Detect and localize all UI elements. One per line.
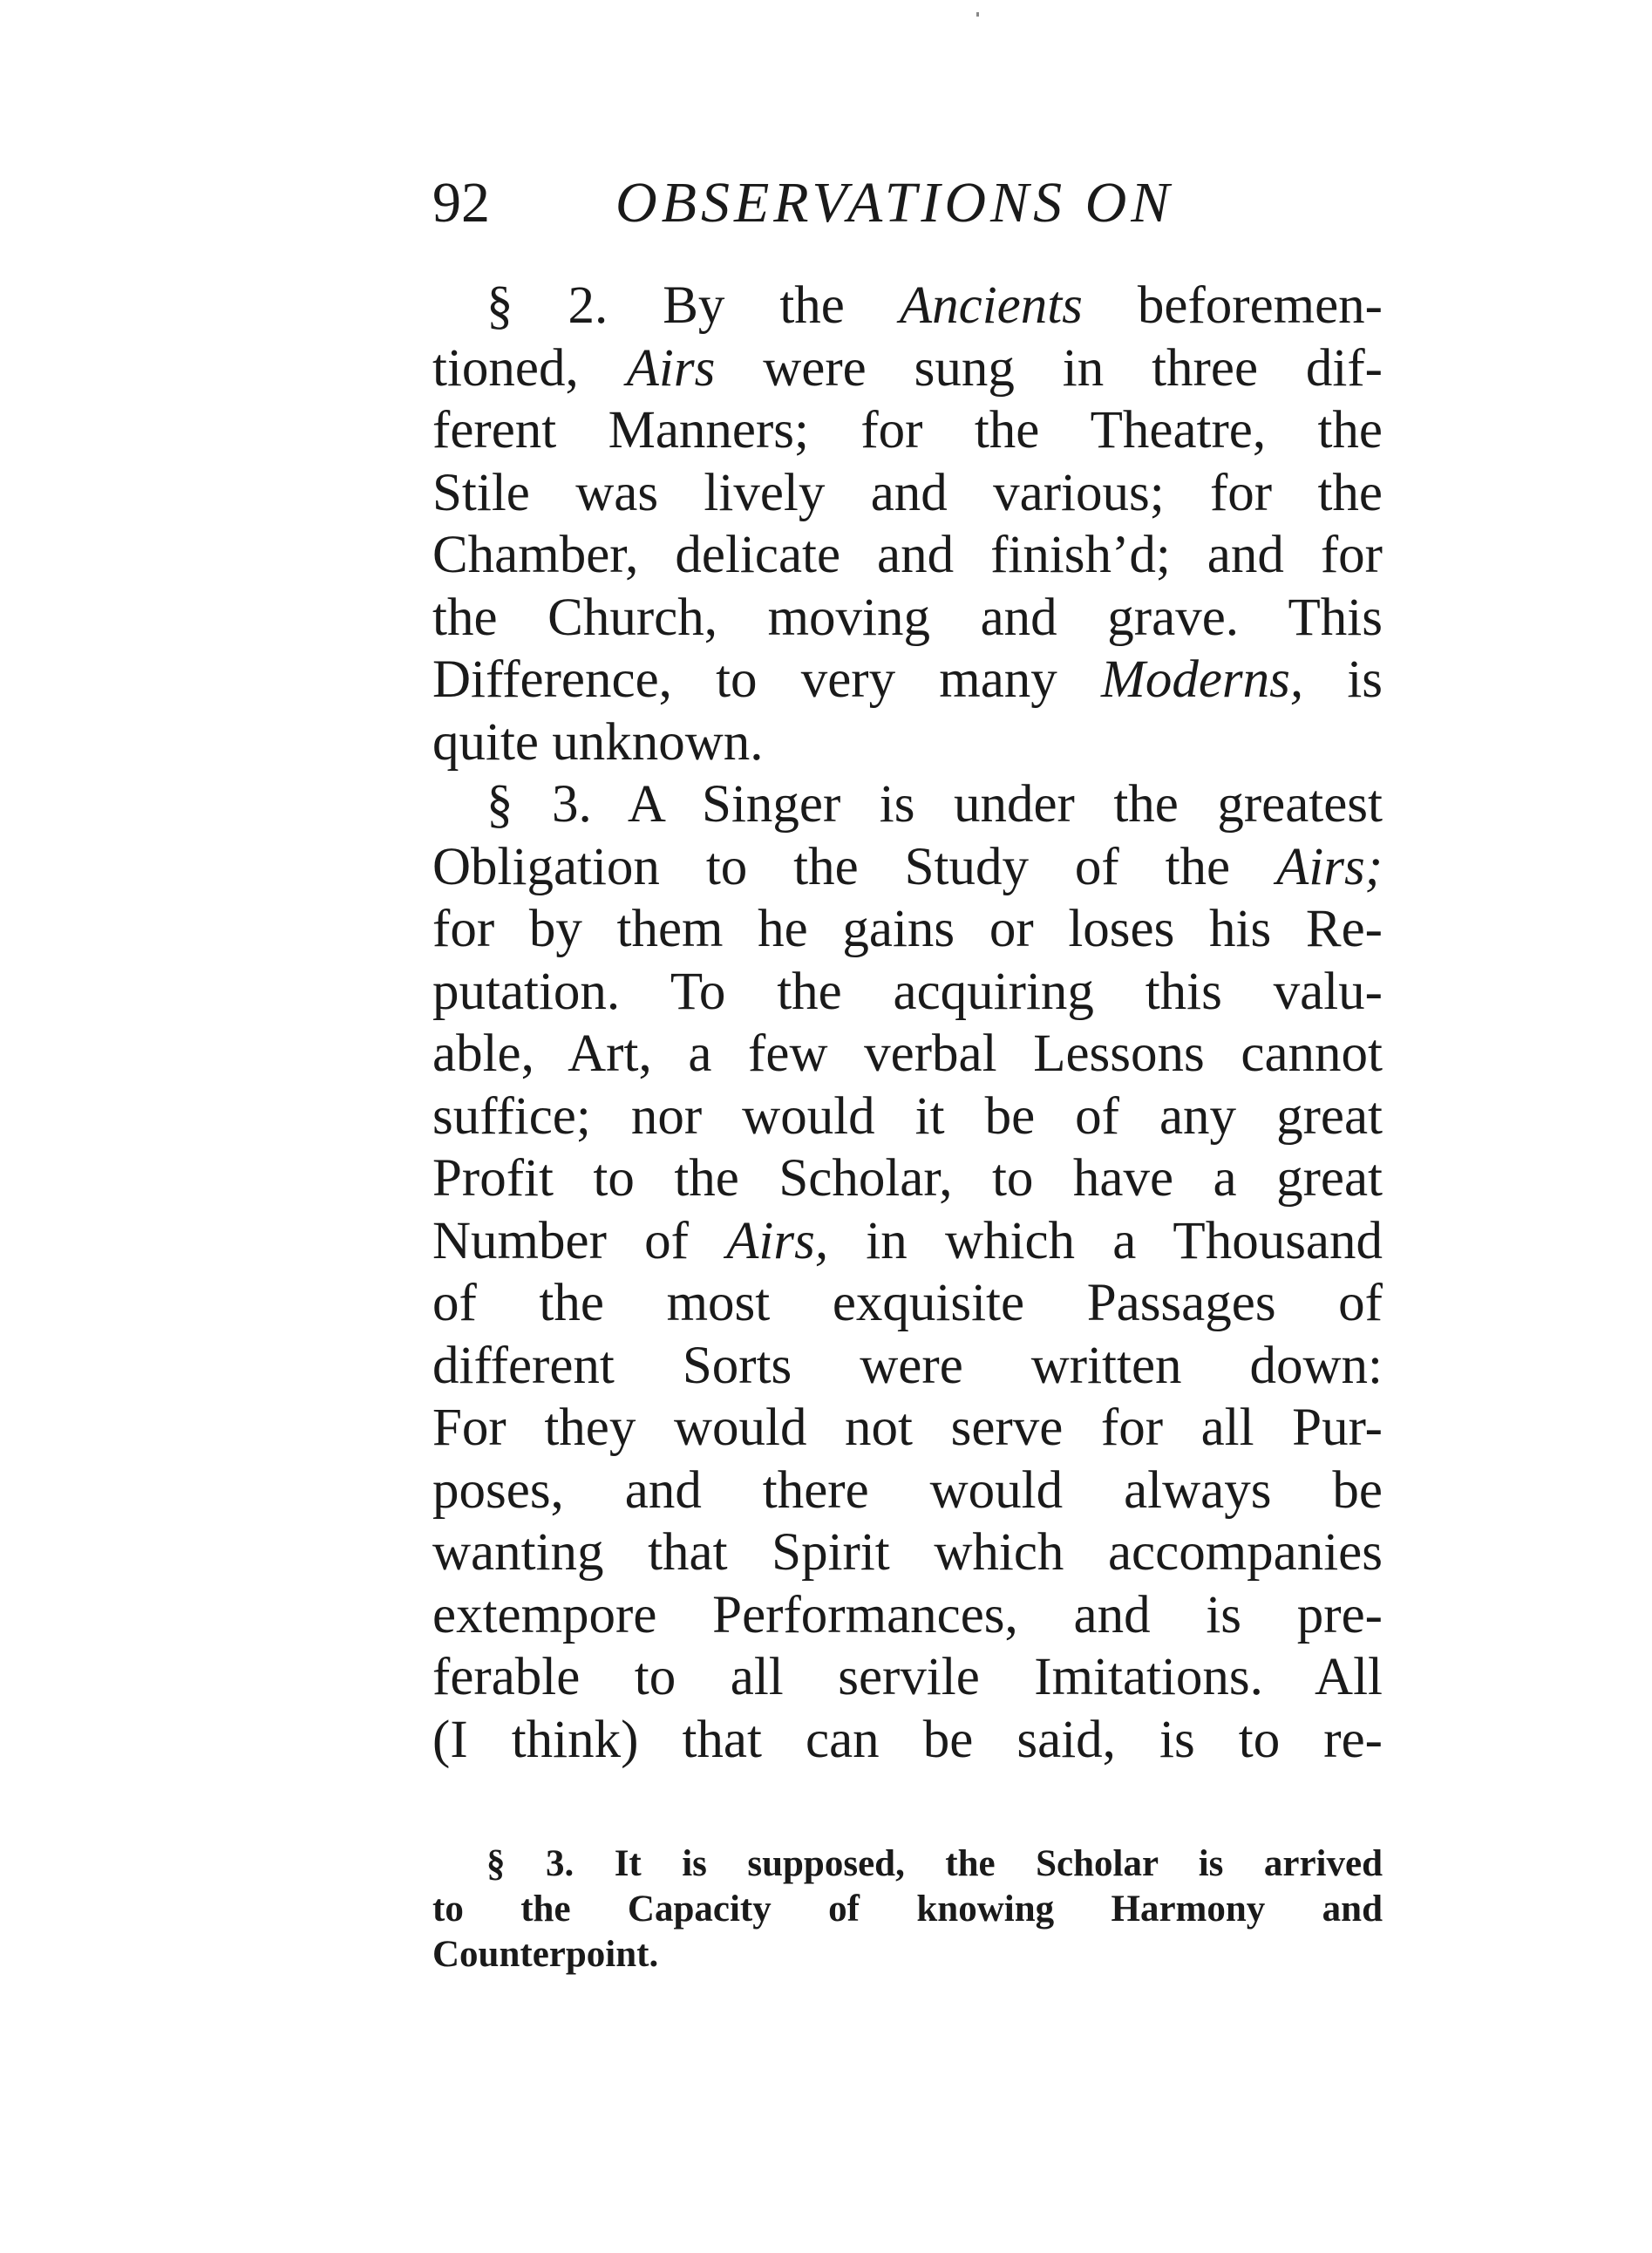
body-text <box>432 275 1383 1771</box>
text-segment: § 2. By the <box>486 276 900 335</box>
text-line <box>432 1147 1383 1210</box>
text-segment: tioned, <box>432 338 627 398</box>
text-segment: extempore Performances, and is pre- <box>432 1585 1383 1644</box>
text-line <box>432 1709 1383 1772</box>
italic-text: Ancients <box>899 276 1083 335</box>
text-line <box>432 898 1383 961</box>
italic-text: Airs, <box>726 1211 829 1270</box>
text-segment: for by them he gains or loses his Re- <box>432 900 1383 958</box>
text-segment: wanting that Spirit which accompanies <box>432 1523 1383 1582</box>
text-line <box>432 1521 1383 1584</box>
text-segment: putation. To the acquiring this valu- <box>432 962 1383 1021</box>
page-number: 92 <box>432 171 490 235</box>
text-line <box>432 462 1383 525</box>
footnote-line: to the Capacity of knowing Harmony and <box>432 1889 1383 1930</box>
text-segment: Obligation to the Study of the <box>432 837 1276 896</box>
running-head <box>432 164 1304 242</box>
italic-text: Moderns, <box>1101 650 1304 709</box>
text-segment: § 3. A Singer is under the greatest <box>486 775 1383 834</box>
text-line <box>432 1086 1383 1148</box>
text-segment: Profit to the Scholar, to have a great <box>432 1149 1383 1208</box>
text-line <box>432 1646 1383 1709</box>
text-line <box>432 275 1383 337</box>
text-segment: Stile was lively and various; for the <box>432 463 1383 522</box>
text-line <box>432 524 1383 587</box>
text-segment: Difference, to very many <box>432 650 1101 709</box>
text-segment: (I think) that can be said, is to re- <box>432 1710 1383 1769</box>
text-segment: beforemen- <box>1082 276 1383 335</box>
text-segment: Number of <box>432 1211 727 1270</box>
text-line <box>432 649 1383 711</box>
text-line <box>432 337 1383 400</box>
text-segment: For they would not serve for all Pur- <box>432 1399 1383 1457</box>
footnote-line: § 3. It is supposed, the Scholar is arrived <box>486 1843 1383 1884</box>
text-segment: ferent Manners; for the Theatre, the <box>432 401 1383 459</box>
italic-text: Airs <box>626 338 716 398</box>
text-line <box>432 1210 1383 1273</box>
text-line <box>432 1397 1383 1460</box>
text-segment: suffice; nor would it be of any great <box>432 1086 1383 1146</box>
text-line <box>432 1460 1383 1522</box>
text-segment: ferable to all servile Imitations. All <box>432 1648 1383 1706</box>
text-segment: able, Art, a few verbal Lessons cannot <box>432 1024 1383 1083</box>
text-segment: were sung in three dif- <box>715 338 1383 398</box>
text-line <box>432 1335 1383 1398</box>
footnote <box>432 1841 1383 1977</box>
text-line <box>432 1272 1383 1335</box>
text-segment: of the most exquisite Passages of <box>432 1274 1383 1332</box>
text-line <box>432 773 1383 836</box>
text-line <box>432 1584 1383 1647</box>
text-segment: the Church, moving and grave. This <box>432 588 1383 647</box>
text-segment: Chamber, delicate and finish’d; and for <box>432 526 1383 584</box>
text-line <box>432 587 1383 650</box>
text-line <box>432 399 1383 462</box>
text-line <box>432 836 1383 899</box>
text-segment: is <box>1303 650 1383 709</box>
text-line <box>432 1023 1383 1086</box>
italic-text: Airs; <box>1276 837 1383 896</box>
text-line <box>432 711 1383 774</box>
text-segment: different Sorts were written down: <box>432 1336 1383 1395</box>
text-segment: in which a Thousand <box>828 1211 1383 1270</box>
footnote-line: Counterpoint. <box>432 1934 659 1975</box>
scan-speck <box>976 12 979 17</box>
text-line <box>432 961 1383 1024</box>
text-segment: quite unknown. <box>432 712 764 772</box>
text-segment: poses, and there would always be <box>432 1460 1383 1520</box>
running-title: OBSERVATIONS ON <box>615 171 1174 235</box>
